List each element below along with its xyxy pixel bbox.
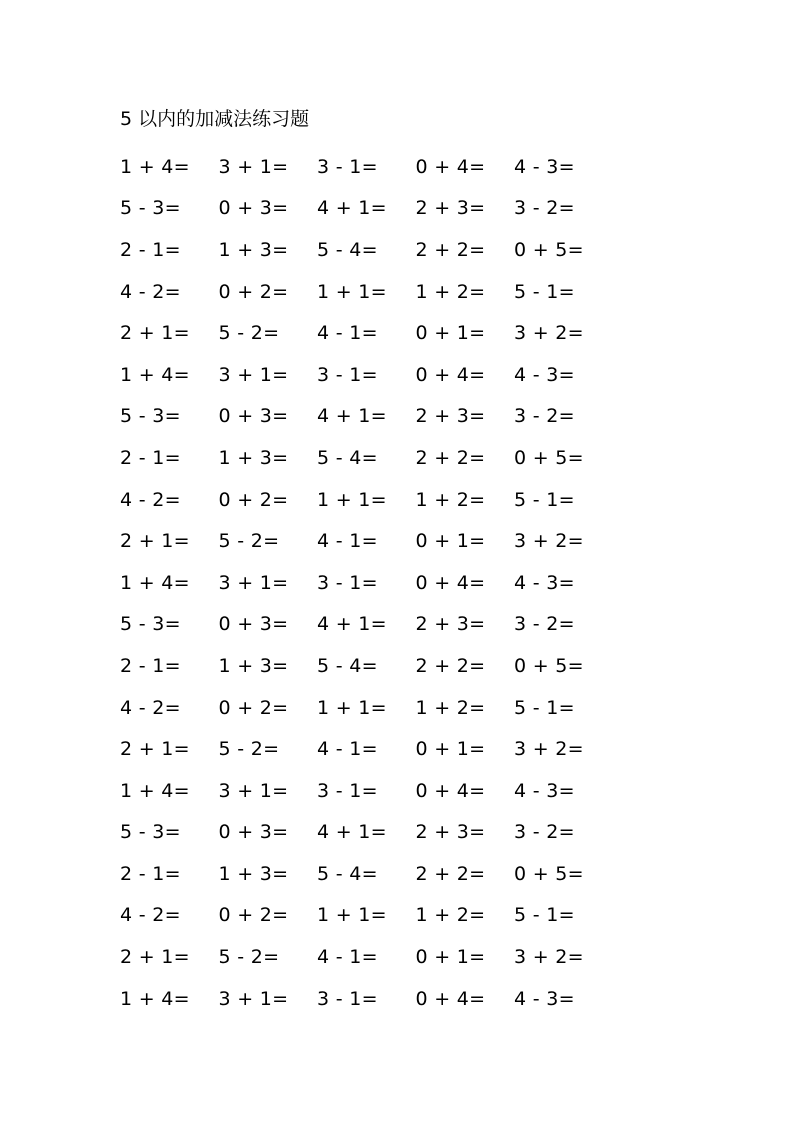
problem-row bbox=[120, 978, 620, 1020]
problem-item: 3 - 1= bbox=[317, 571, 378, 594]
problem-item: 1 + 4= bbox=[120, 571, 190, 594]
problem-row bbox=[120, 604, 620, 646]
problem-item: 4 + 1= bbox=[317, 197, 387, 220]
problem-item: 4 - 1= bbox=[317, 738, 378, 761]
problem-item: 1 + 4= bbox=[120, 155, 190, 178]
problem-item: 1 + 3= bbox=[218, 654, 289, 677]
problem-item: 1 + 2= bbox=[415, 488, 486, 511]
problem-row bbox=[120, 645, 620, 687]
problem-item: 0 + 3= bbox=[218, 405, 289, 428]
problem-item: 4 - 3= bbox=[514, 779, 575, 802]
problem-item: 5 - 2= bbox=[218, 322, 280, 345]
problem-item: 3 - 1= bbox=[317, 363, 378, 386]
problem-item: 0 + 1= bbox=[415, 946, 486, 969]
problem-item: 3 - 1= bbox=[317, 155, 378, 178]
problem-row bbox=[120, 479, 620, 521]
problem-item: 0 + 1= bbox=[415, 322, 486, 345]
problem-item: 1 + 2= bbox=[415, 696, 486, 719]
problem-item: 2 + 2= bbox=[415, 654, 486, 677]
problem-item: 1 + 2= bbox=[415, 904, 486, 927]
problem-item: 3 - 1= bbox=[317, 779, 378, 802]
page-title: 5 以内的加减法练习题 bbox=[120, 108, 310, 130]
problem-row bbox=[120, 812, 620, 854]
problem-item: 2 + 1= bbox=[120, 946, 190, 969]
problem-item: 1 + 4= bbox=[120, 987, 190, 1010]
problem-item: 0 + 4= bbox=[415, 571, 486, 594]
problem-item: 0 + 3= bbox=[218, 197, 289, 220]
problem-item: 3 + 1= bbox=[218, 987, 289, 1010]
problem-row bbox=[120, 396, 620, 438]
problem-item: 2 + 3= bbox=[415, 821, 486, 844]
problem-row bbox=[120, 271, 620, 313]
problem-item: 5 - 2= bbox=[218, 946, 280, 969]
problem-item: 0 + 2= bbox=[218, 904, 289, 927]
problem-item: 5 - 1= bbox=[514, 280, 575, 303]
problem-item: 4 - 1= bbox=[317, 530, 378, 553]
problem-item: 3 + 1= bbox=[218, 571, 289, 594]
problem-item: 4 - 2= bbox=[120, 904, 181, 927]
problem-row bbox=[120, 895, 620, 937]
problem-item: 3 + 1= bbox=[218, 363, 289, 386]
problem-item: 0 + 2= bbox=[218, 696, 289, 719]
problem-item: 2 + 2= bbox=[415, 238, 486, 261]
problem-item: 4 - 2= bbox=[120, 696, 181, 719]
problem-item: 3 + 2= bbox=[514, 530, 584, 553]
problem-row bbox=[120, 562, 620, 604]
problem-item: 1 + 4= bbox=[120, 779, 190, 802]
problem-row bbox=[120, 687, 620, 729]
problem-item: 2 + 3= bbox=[415, 405, 486, 428]
problem-row bbox=[120, 770, 620, 812]
problem-item: 4 - 3= bbox=[514, 571, 575, 594]
problem-item: 1 + 4= bbox=[120, 363, 190, 386]
problem-item: 4 - 2= bbox=[120, 488, 181, 511]
problem-item: 1 + 1= bbox=[317, 488, 387, 511]
problem-item: 2 - 1= bbox=[120, 654, 181, 677]
problem-row bbox=[120, 312, 620, 354]
problem-item: 5 - 1= bbox=[514, 488, 575, 511]
problem-item: 3 - 2= bbox=[514, 405, 575, 428]
problem-item: 4 + 1= bbox=[317, 821, 387, 844]
problem-item: 5 - 3= bbox=[120, 613, 181, 636]
problem-item: 4 - 2= bbox=[120, 280, 181, 303]
problem-row bbox=[120, 437, 620, 479]
problem-row bbox=[120, 936, 620, 978]
problem-item: 4 - 1= bbox=[317, 946, 378, 969]
problem-item: 0 + 2= bbox=[218, 280, 289, 303]
problem-item: 3 + 1= bbox=[218, 155, 289, 178]
problem-item: 0 + 4= bbox=[415, 779, 486, 802]
problem-item: 1 + 3= bbox=[218, 238, 289, 261]
problem-item: 0 + 4= bbox=[415, 155, 486, 178]
problem-item: 5 - 3= bbox=[120, 405, 181, 428]
problem-item: 0 + 3= bbox=[218, 613, 289, 636]
problem-item: 5 - 4= bbox=[317, 654, 378, 677]
problem-row bbox=[120, 229, 620, 271]
problem-item: 3 - 2= bbox=[514, 821, 575, 844]
problem-item: 5 - 1= bbox=[514, 904, 575, 927]
problem-item: 1 + 1= bbox=[317, 280, 387, 303]
problem-item: 2 + 3= bbox=[415, 197, 486, 220]
problem-item: 5 - 2= bbox=[218, 530, 280, 553]
problem-item: 1 + 2= bbox=[415, 280, 486, 303]
problem-item: 2 - 1= bbox=[120, 862, 181, 885]
problem-item: 0 + 1= bbox=[415, 530, 486, 553]
problem-item: 1 + 1= bbox=[317, 904, 387, 927]
problem-item: 0 + 3= bbox=[218, 821, 289, 844]
problem-item: 3 - 2= bbox=[514, 613, 575, 636]
problem-item: 3 - 1= bbox=[317, 987, 378, 1010]
problem-item: 3 + 2= bbox=[514, 946, 584, 969]
problem-item: 4 - 3= bbox=[514, 155, 575, 178]
problem-item: 1 + 3= bbox=[218, 862, 289, 885]
problem-item: 5 - 4= bbox=[317, 238, 378, 261]
problem-item: 2 + 2= bbox=[415, 862, 486, 885]
problem-item: 4 - 1= bbox=[317, 322, 378, 345]
problem-item: 4 + 1= bbox=[317, 613, 387, 636]
problem-row bbox=[120, 146, 620, 188]
problem-item: 3 + 2= bbox=[514, 322, 584, 345]
problem-item: 5 - 3= bbox=[120, 821, 181, 844]
problem-grid bbox=[120, 146, 620, 1019]
problem-item: 5 - 1= bbox=[514, 696, 575, 719]
problem-item: 5 - 4= bbox=[317, 446, 378, 469]
problem-item: 2 + 1= bbox=[120, 738, 190, 761]
problem-item: 4 - 3= bbox=[514, 363, 575, 386]
problem-item: 2 + 1= bbox=[120, 322, 190, 345]
problem-item: 0 + 5= bbox=[514, 238, 584, 261]
problem-item: 2 - 1= bbox=[120, 446, 181, 469]
problem-item: 2 + 3= bbox=[415, 613, 486, 636]
problem-row bbox=[120, 853, 620, 895]
problem-item: 5 - 4= bbox=[317, 862, 378, 885]
problem-item: 1 + 3= bbox=[218, 446, 289, 469]
problem-item: 0 + 4= bbox=[415, 987, 486, 1010]
problem-row bbox=[120, 728, 620, 770]
problem-item: 2 - 1= bbox=[120, 238, 181, 261]
problem-item: 0 + 4= bbox=[415, 363, 486, 386]
problem-row bbox=[120, 188, 620, 230]
problem-item: 2 + 2= bbox=[415, 446, 486, 469]
problem-item: 2 + 1= bbox=[120, 530, 190, 553]
problem-item: 0 + 5= bbox=[514, 446, 584, 469]
problem-item: 3 + 2= bbox=[514, 738, 584, 761]
problem-item: 1 + 1= bbox=[317, 696, 387, 719]
problem-item: 3 + 1= bbox=[218, 779, 289, 802]
problem-row bbox=[120, 520, 620, 562]
problem-item: 0 + 5= bbox=[514, 654, 584, 677]
problem-item: 4 + 1= bbox=[317, 405, 387, 428]
problem-item: 0 + 5= bbox=[514, 862, 584, 885]
problem-item: 5 - 3= bbox=[120, 197, 181, 220]
problem-row bbox=[120, 354, 620, 396]
problem-item: 0 + 2= bbox=[218, 488, 289, 511]
problem-item: 3 - 2= bbox=[514, 197, 575, 220]
problem-item: 4 - 3= bbox=[514, 987, 575, 1010]
problem-item: 0 + 1= bbox=[415, 738, 486, 761]
problem-item: 5 - 2= bbox=[218, 738, 280, 761]
